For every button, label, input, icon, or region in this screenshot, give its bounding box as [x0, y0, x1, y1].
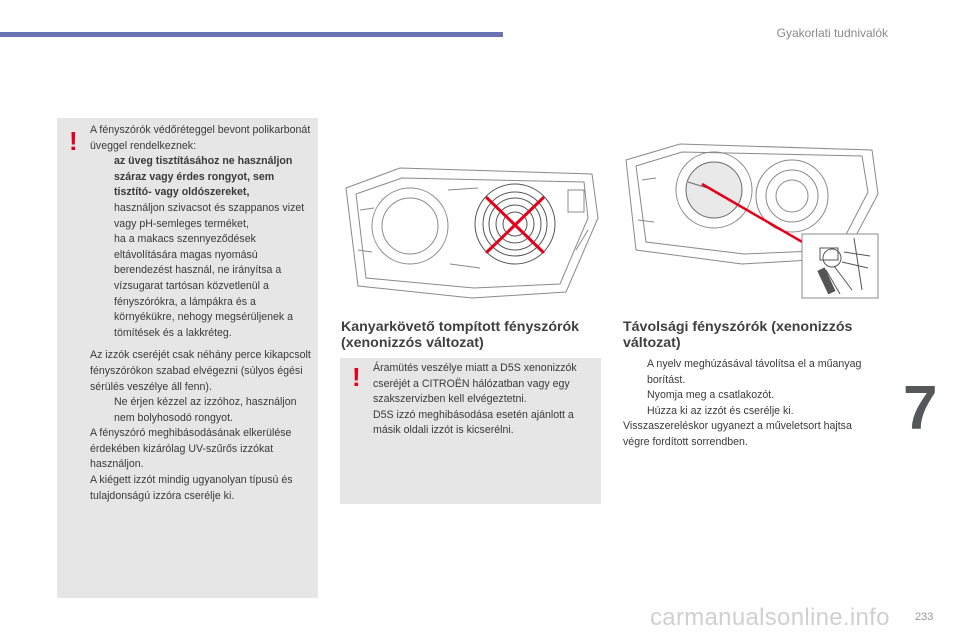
exclamation-icon: !: [352, 362, 361, 392]
cross-mark-icon: [487, 198, 543, 252]
headlamp-illustration-cornering: [340, 160, 602, 302]
reassembly-note: Visszaszereléskor ugyanezt a műveletsort hajtsa végre fordított sorrendben.: [623, 420, 852, 448]
list-item: Húzza ki az izzót és cserélje ki.: [647, 404, 794, 417]
cleaning-warning-text: [90, 123, 312, 504]
chapter-number: 7: [903, 374, 938, 443]
list-item: ha a makacs szennyeződések eltávolítására magas nyomású berendezést használ, ne irányítsa a vízsugarat tartósan közvetlenül a fényszórókra, a lámpákra és a környékükre, nehogy megsérüljenek a tömítések és a lakkréteg.: [114, 233, 294, 339]
watermark: carmanualsonline.info: [650, 604, 890, 631]
list-item: használjon szivacsot és szappanos vizet vagy pH-semleges terméket,: [114, 201, 305, 230]
cleaning-warning-box: [57, 118, 318, 598]
warning-intro: A fényszórók védőréteggel bevont polikarbonát üveggel rendelkeznek:: [90, 124, 311, 152]
list-item: az üveg tisztításához ne használjon száraz vagy érdes rongyot, sem tisztító- vagy oldószereket,: [114, 155, 293, 199]
list-item: Nyomja meg a csatlakozót.: [647, 389, 775, 402]
xenon-warning-text: Áramütés veszélye miatt a D5S xenonizzók cseréjét a CITROËN hálózatban vagy egy szakszervizben kell elvégeztetni. D5S izzó meghibásodása esetén ajánlott a másik oldali izzót is kicserélni.: [373, 362, 577, 437]
page-number: 233: [915, 611, 934, 623]
xenon-warning-box: [340, 358, 601, 504]
exclamation-icon: !: [69, 126, 78, 156]
list-item: Ne érjen kézzel az izzóhoz, használjon nem bolyhosodó rongyot.: [114, 396, 297, 424]
cornering-lights-heading: Kanyarkövető tompított fényszórók (xenonizzós változat): [341, 319, 580, 351]
burn-warning-paragraph: Az izzók cseréjét csak néhány perce kikapcsolt fényszórókon szabad elvégezni (súlyos égési sérülés veszélye áll fenn).: [90, 349, 311, 393]
replacement-paragraph: A kiégett izzót mindig ugyanolyan típusú és tulajdonságú izzóra cserélje ki.: [90, 474, 293, 502]
list-item: A nyelv meghúzásával távolítsa el a műanyag borítást.: [647, 358, 862, 386]
uv-filter-paragraph: A fényszóró meghibásodásának elkerülése érdekében kizárólag UV-szűrős izzókat használjon.: [90, 427, 292, 471]
accent-bar: [0, 32, 503, 37]
main-beam-heading: Távolsági fényszórók (xenonizzós változat): [623, 319, 853, 351]
detail-inset: [802, 234, 878, 298]
headlamp-illustration-main-beam: [622, 140, 884, 300]
section-title: Gyakorlati tudnivalók: [776, 26, 888, 40]
main-beam-instructions: [623, 357, 878, 451]
